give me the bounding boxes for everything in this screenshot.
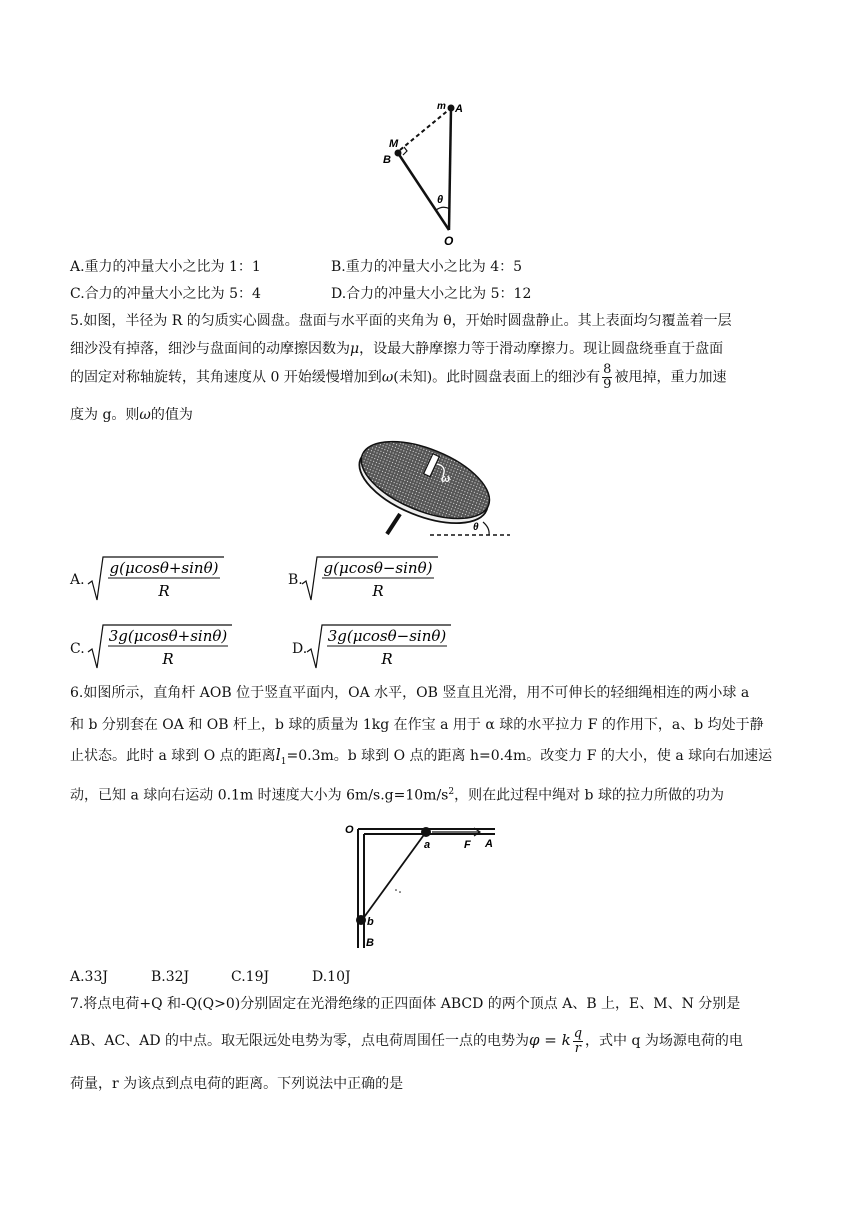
- q6-dot: [395, 889, 397, 891]
- svg-text:3g(μcosθ−sinθ): 3g(μcosθ−sinθ): [327, 627, 447, 645]
- q4-label-m: m: [437, 101, 446, 112]
- q6-label-f: F: [464, 839, 471, 851]
- q4-label-a: A: [455, 103, 463, 115]
- q6-rope: [362, 832, 426, 920]
- q6-ball-a: [421, 827, 431, 837]
- q6-label-a-upper: A: [485, 838, 493, 850]
- q6-option-a: A.33J: [70, 969, 108, 985]
- q5-axis-lower: [387, 514, 400, 534]
- q6-option-b: B.32J: [151, 969, 190, 985]
- svg-text:R: R: [158, 582, 170, 600]
- q5-option-c-letter: C.: [70, 641, 85, 657]
- q7-stem-line-1: 7.将点电荷+Q 和-Q(Q>0)分别固定在光滑绝缘的正四面体 ABCD 的两个顶点 A、B 上，E、M、N 分别是: [70, 996, 741, 1012]
- q7-stem-line-2: AB、AC、AD 的中点。取无限远处电势为零，点电荷周围任一点的电势为φ = k $\frac{q}{r}$ ，式中 q 为场源电荷的电: [70, 1025, 743, 1056]
- q5-option-c-radical: [86, 622, 236, 672]
- q4-option-a: A.重力的冲量大小之比为 1：1: [70, 259, 261, 275]
- svg-text:g(μcosθ+sinθ): g(μcosθ+sinθ): [109, 559, 219, 577]
- q7-stem-line-3: 荷量，r 为该点到点电荷的距离。下列说法中正确的是: [70, 1076, 404, 1092]
- q6-label-b: b: [367, 916, 374, 928]
- q6-label-o: O: [345, 824, 354, 836]
- q6-label-b-upper: B: [366, 937, 374, 949]
- q6-label-a: a: [424, 839, 431, 851]
- q5-label-omega: ω: [441, 473, 451, 485]
- q4-ball-a: [448, 105, 455, 112]
- svg-text:3g(μcosθ+sinθ): 3g(μcosθ+sinθ): [108, 627, 228, 645]
- q6-stem-line-3: 止状态。此时 a 球到 O 点的距离$l_1=0.3m$。b 球到 O 点的距离 h=0.4m。改变力 F 的大小，使 a 球向右加速运: [70, 745, 773, 767]
- q6-option-c: C.19J: [231, 969, 270, 985]
- q4-label-m-upper: M: [389, 138, 399, 150]
- q6-option-d: D.10J: [312, 969, 351, 985]
- q5-option-a-radical: [86, 554, 226, 604]
- svg-text:R: R: [381, 650, 393, 668]
- q6-stem-line-2: 和 b 分别套在 OA 和 OB 杆上，b 球的质量为 1kg 在作宝 a 用于 α 球的水平拉力 F 的作用下，a、b 均处于静: [70, 717, 764, 733]
- q4-label-o: O: [444, 234, 454, 248]
- q5-label-theta: θ: [473, 522, 479, 533]
- q4-label-b: B: [383, 154, 391, 166]
- q4-ball-b: [395, 150, 402, 157]
- q6-stem-line-1: 6.如图所示，直角杆 AOB 位于竖直平面内，OA 水平，OB 竖直且光滑，用不可伸长的轻细绳相连的两小球 a: [70, 685, 750, 701]
- q6-dot-2: [399, 891, 401, 893]
- q5-option-a-letter: A.: [70, 572, 85, 588]
- q4-option-c: C.合力的冲量大小之比为 5：4: [70, 286, 261, 302]
- q4-rod-oa: [449, 108, 451, 230]
- q6-ball-b: [356, 915, 366, 925]
- q5-stem-line-1: 5.如图，半径为 R 的匀质实心圆盘。盘面与水平面的夹角为 θ，开始时圆盘静止。其上表面均匀覆盖着一层: [70, 313, 732, 329]
- svg-text:g(μcosθ−sinθ): g(μcosθ−sinθ): [323, 559, 433, 577]
- q5-stem-line-4: 度为 g。则ω的值为: [70, 407, 193, 423]
- svg-text:R: R: [162, 650, 174, 668]
- q5-stem-line-2: 细沙没有掉落，细沙与盘面间的动摩擦因数为μ，设最大静摩擦力等于滑动摩擦力。现让圆盘绕垂直于盘面: [70, 341, 724, 357]
- q5-option-b-radical: [300, 554, 440, 604]
- q4-dashed-ab: [400, 108, 451, 150]
- q4-option-d: D.合力的冲量大小之比为 5：12: [331, 286, 532, 302]
- q4-rod-ob: [398, 153, 449, 230]
- q5-fraction-8-9: $\frac{8}{9}$: [603, 362, 612, 392]
- q4-figure: [370, 95, 480, 250]
- q5-option-d-radical: [305, 622, 455, 672]
- svg-text:R: R: [372, 582, 384, 600]
- q6-figure: [340, 820, 500, 950]
- q5-option-d-letter: D.: [292, 641, 308, 657]
- q7-formula: φ = k: [529, 1031, 571, 1049]
- q5-option-b-letter: B.: [288, 572, 303, 588]
- q5-angle-arc: [483, 522, 489, 535]
- q7-fraction-q-r: $\frac{q}{r}$: [573, 1025, 583, 1056]
- q4-label-theta: θ: [437, 194, 444, 206]
- q4-angle-arc: [436, 207, 450, 210]
- q4-option-b: B.重力的冲量大小之比为 4：5: [331, 259, 523, 275]
- q5-disc-figure: [345, 436, 515, 541]
- q6-stem-line-4: 动，已知 a 球向右运动 0.1m 时速度大小为 $6m/s.g=10m/s^2$，则在此过程中绳对 b 球的拉力所做的功为: [70, 787, 724, 804]
- q5-stem-line-3: 的固定对称轴旋转，其角速度从 0 开始缓慢增加到ω(未知)。此时圆盘表面上的细沙有 $\frac{8}{9}$ 被甩掉，重力加速: [70, 362, 727, 392]
